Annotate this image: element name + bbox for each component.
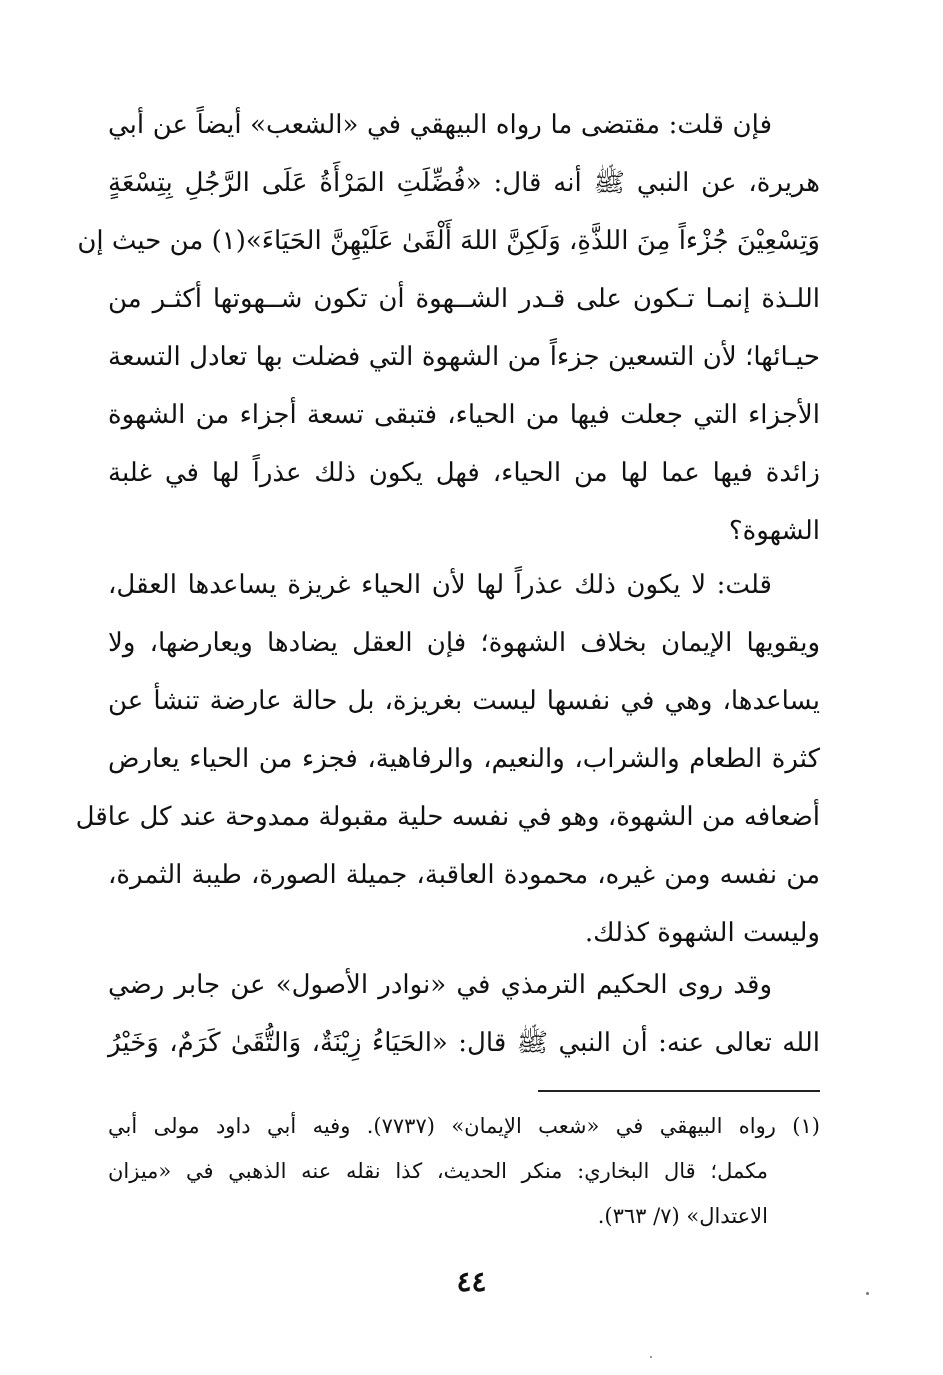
text-line: فإن قلت: مقتضى ما رواه البيهقي في «الشعب» أيضاً عن أبي bbox=[108, 110, 772, 140]
text-line: ويقويها الإيمان بخلاف الشهوة؛ فإن العقل يضادها ويعارضها، ولا bbox=[108, 628, 820, 658]
text-line: اللـذة إنمـا تـكون على قـدر الشــهوة أن تكون شــهوتها أكثـر من bbox=[108, 284, 820, 314]
scan-speck bbox=[866, 1292, 869, 1295]
text-line: وقد روى الحكيم الترمذي في «نوادر الأصول» عن جابر رضي bbox=[108, 970, 772, 1000]
footnote-separator bbox=[538, 1090, 820, 1092]
scan-speck bbox=[650, 1356, 652, 1358]
text-line: حيـائها؛ لأن التسعين جزءاً من الشهوة التي فضلت بها تعادل التسعة bbox=[108, 342, 820, 372]
text-line: أضعافه من الشهوة، وهو في نفسه حلية مقبولة ممدوحة عند كل عاقل bbox=[75, 802, 820, 832]
text-line: كثرة الطعام والشراب، والنعيم، والرفاهية، فجزء من الحياء يعارض bbox=[108, 744, 820, 774]
text-line: الشهوة؟ bbox=[728, 516, 820, 546]
footnote bbox=[108, 1104, 820, 1239]
text-line: الله تعالى عنه: أن النبي ﷺ قال: «الحَيَاءُ زِيْنَةٌ، وَالتُّقَىٰ كَرَمٌ، وَخَيْرُ bbox=[108, 1028, 820, 1058]
text-line: الأجزاء التي جعلت فيها من الحياء، فتبقى تسعة أجزاء من الشهوة bbox=[108, 400, 820, 430]
footnote-line: (١) رواه البيهقي في «شعب الإيمان» (٧٧٣٧). وفيه أبي داود مولى أبي bbox=[108, 1114, 820, 1138]
text-line: زائدة فيها عما لها من الحياء، فهل يكون ذلك عذراً لها في غلبة bbox=[108, 458, 820, 488]
paragraph-question bbox=[77, 96, 820, 560]
page-number: ٤٤ bbox=[456, 1265, 487, 1298]
text-line: وَتِسْعِيْنَ جُزْءاً مِنَ اللذَّةِ، وَلَكِنَّ اللهَ أَلْقَىٰ عَلَيْهِنَّ الحَيَاءَ»(١) من حيث إن bbox=[77, 226, 820, 256]
text-line: هريرة، عن النبي ﷺ أنه قال: «فُضِّلَتِ المَرْأَةُ عَلَى الرَّجُلِ بِتِسْعَةٍ bbox=[108, 168, 820, 198]
text-line: قلت: لا يكون ذلك عذراً لها لأن الحياء غريزة يساعدها العقل، bbox=[108, 570, 772, 600]
text-line: وليست الشهوة كذلك. bbox=[584, 918, 820, 948]
paragraph-hadith bbox=[108, 956, 820, 1072]
paragraph-answer bbox=[75, 556, 820, 962]
text-line: يساعدها، وهي في نفسها ليست بغريزة، بل حالة عارضة تنشأ عن bbox=[108, 686, 820, 716]
footnote-line: الاعتدال» (٧/ ٣٦٣). bbox=[597, 1204, 768, 1228]
text-line: من نفسه ومن غيره، محمودة العاقبة، جميلة الصورة، طيبة الثمرة، bbox=[108, 860, 820, 890]
footnote-line: مكمل؛ قال البخاري: منكر الحديث، كذا نقله عنه الذهبي في «ميزان bbox=[108, 1159, 768, 1183]
